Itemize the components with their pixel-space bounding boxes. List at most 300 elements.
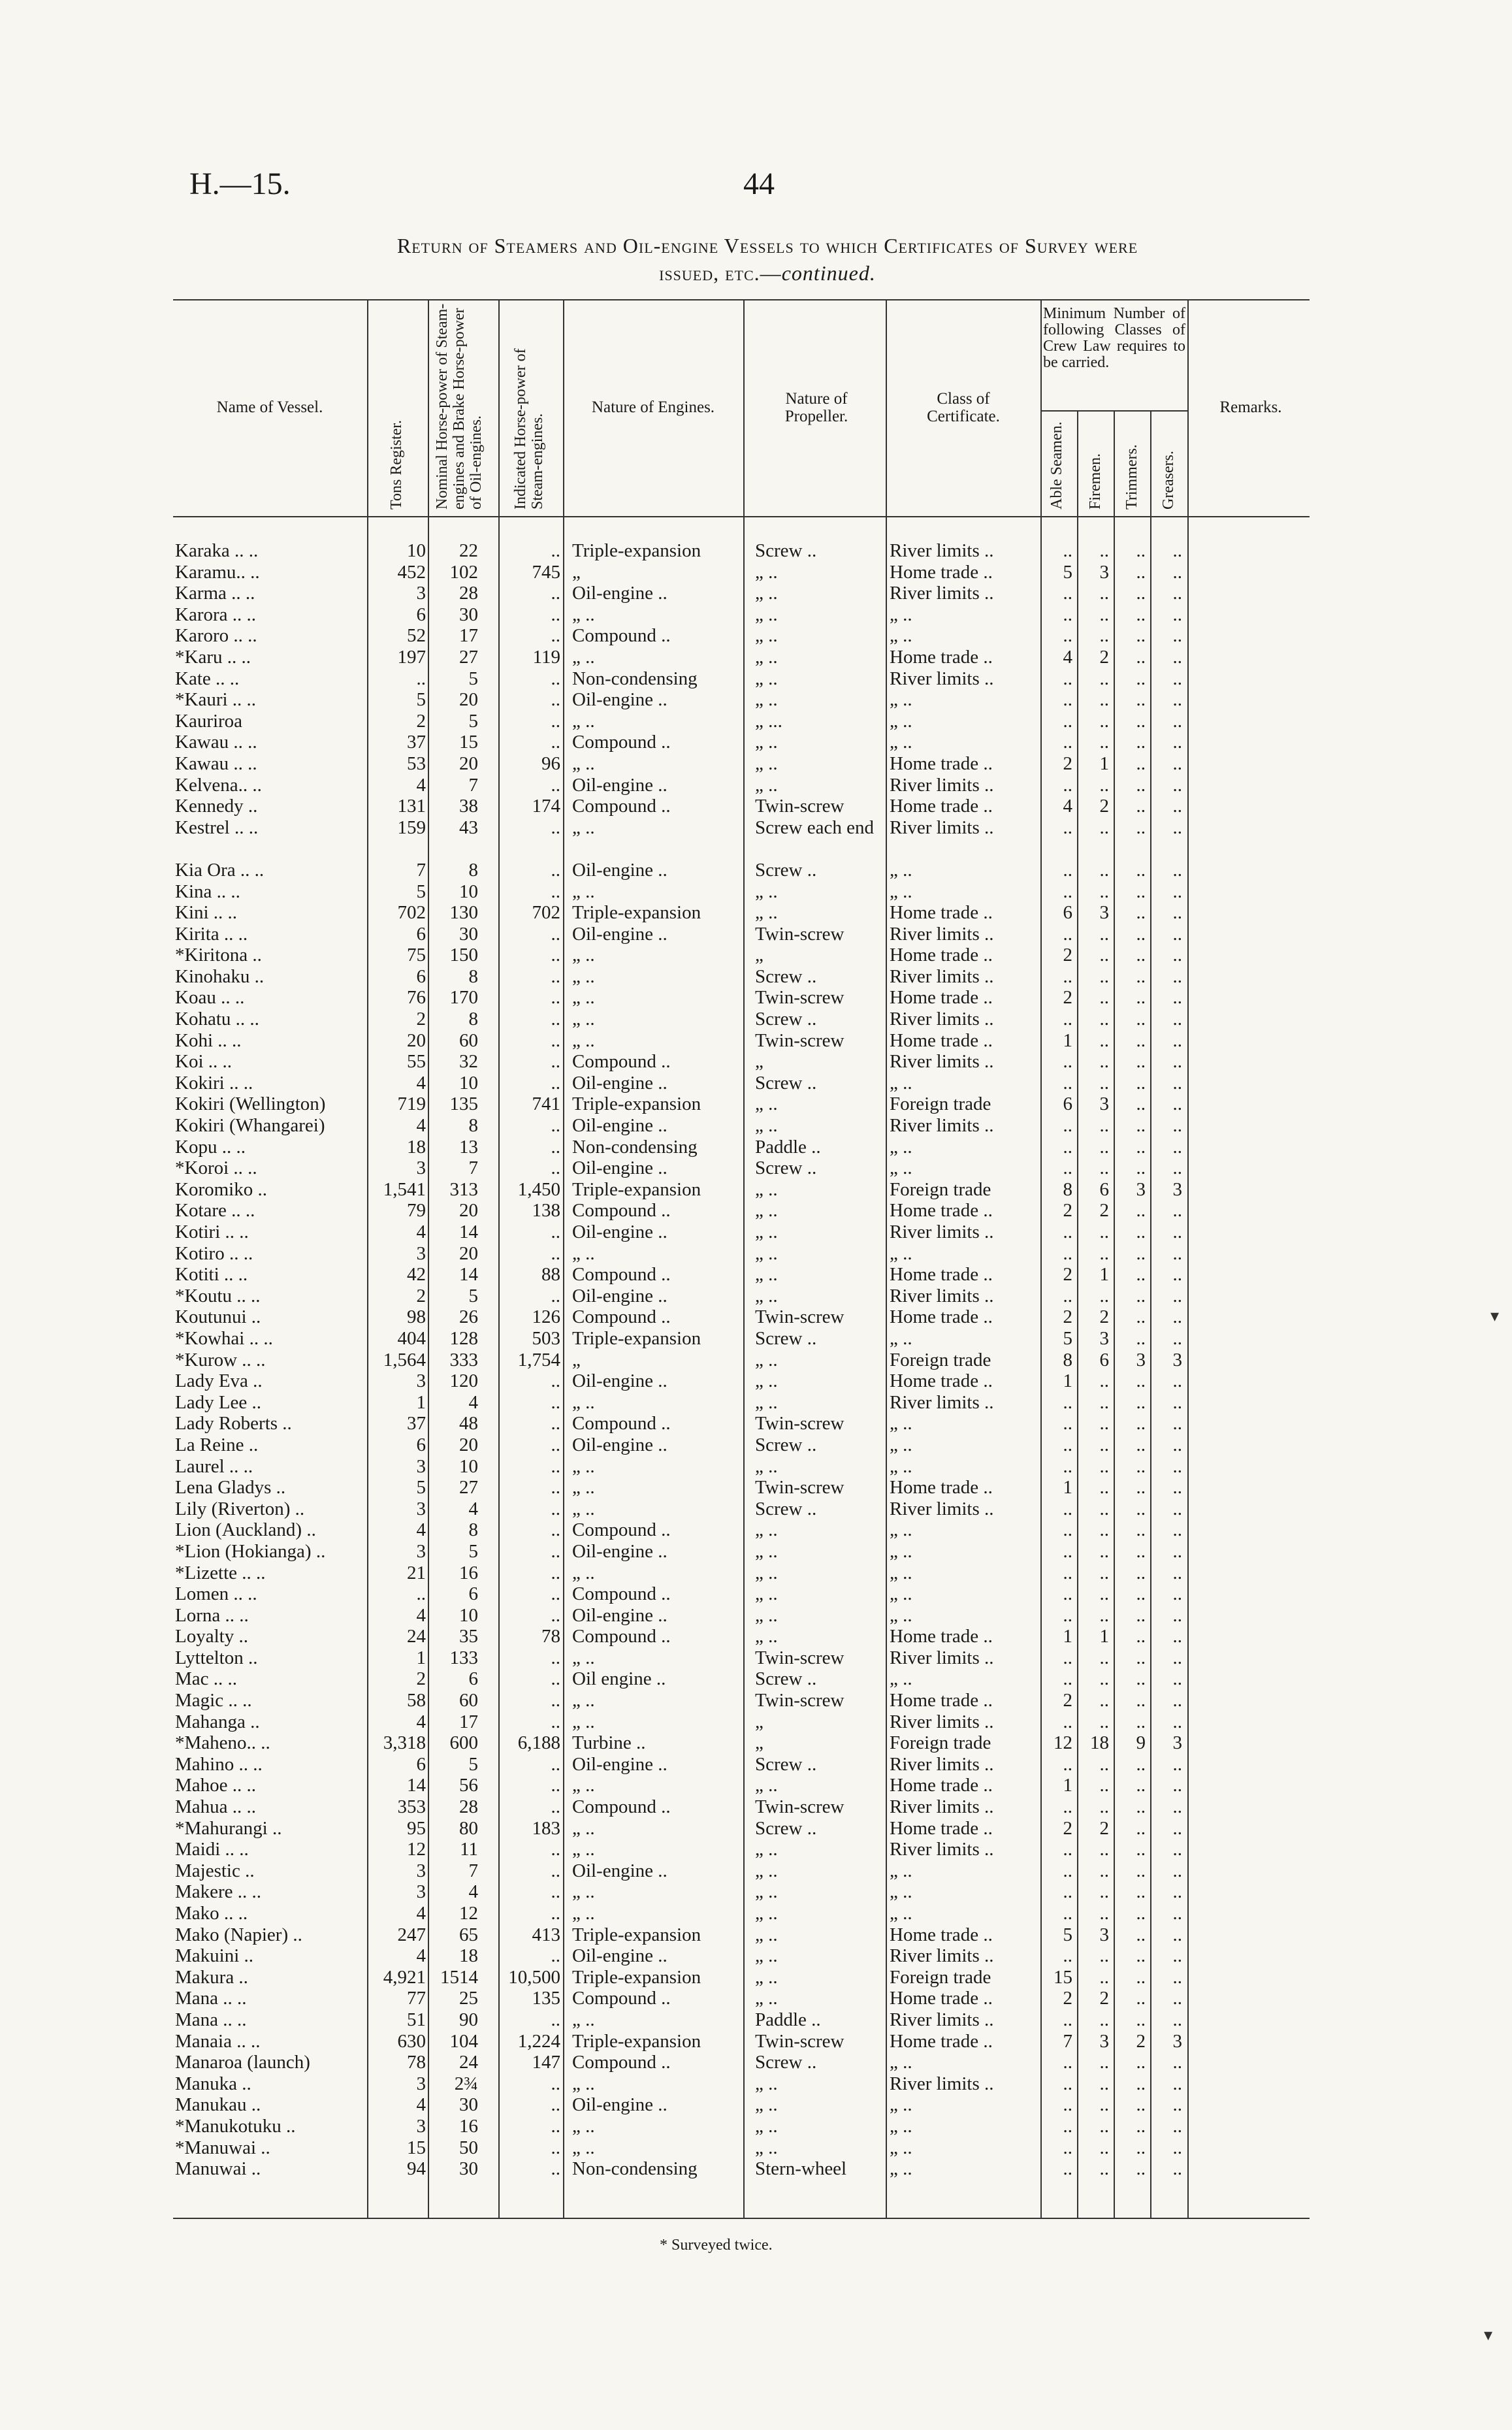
cell-engines: Triple-expansion bbox=[572, 1094, 701, 1115]
table-row bbox=[0, 1179, 1512, 1201]
col-header-nominal-hp: Nominal Horse-power of Steam-engines and Brake Horse-power of Oil-engines. bbox=[434, 303, 485, 510]
cell-trimmers: .. bbox=[1136, 1647, 1146, 1668]
cell-engines: Compound .. bbox=[572, 2052, 671, 2073]
cell-trimmers: .. bbox=[1136, 1924, 1146, 1945]
cell-able-seamen: .. bbox=[1063, 1136, 1072, 1158]
table-row bbox=[0, 1668, 1512, 1690]
cell-propeller: Screw each end bbox=[755, 817, 874, 838]
cell-indicated-hp: 1,224 bbox=[517, 2030, 560, 2052]
table-row bbox=[0, 711, 1512, 732]
cell-propeller: „ .. bbox=[755, 1264, 778, 1286]
col-header-trimmers: Trimmers. bbox=[1123, 444, 1140, 510]
cell-engines: Oil-engine .. bbox=[572, 1285, 668, 1306]
cell-able-seamen: 1 bbox=[1063, 1370, 1072, 1392]
cell-greasers: 3 bbox=[1172, 1732, 1182, 1754]
cell-firemen: .. bbox=[1099, 859, 1109, 881]
cell-trimmers: .. bbox=[1136, 710, 1146, 732]
cell-certificate: „ .. bbox=[890, 1519, 912, 1541]
cell-greasers: .. bbox=[1172, 732, 1182, 753]
cell-tons: 4 bbox=[416, 1711, 426, 1732]
cell-nominal-hp: 16 bbox=[459, 1562, 478, 1583]
cell-name: Kokiri .. .. bbox=[175, 1072, 253, 1094]
cell-indicated-hp: .. bbox=[551, 859, 560, 881]
cell-tons: 6 bbox=[416, 965, 426, 987]
table-row bbox=[0, 1967, 1512, 1988]
cell-tons: 4 bbox=[416, 1222, 426, 1242]
cell-certificate: Home trade .. bbox=[890, 1477, 993, 1498]
cell-nominal-hp: 10 bbox=[459, 1072, 478, 1094]
cell-firemen: .. bbox=[1099, 1413, 1109, 1434]
cell-certificate: Home trade .. bbox=[890, 1264, 993, 1286]
cell-greasers: .. bbox=[1172, 1903, 1182, 1924]
cell-engines: Triple-expansion bbox=[572, 1178, 701, 1200]
cell-firemen: 6 bbox=[1099, 1349, 1109, 1370]
cell-name: *Kowhai .. .. bbox=[175, 1327, 273, 1349]
cell-propeller: „ .. bbox=[755, 2094, 778, 2116]
cell-nominal-hp: 7 bbox=[468, 774, 478, 796]
cell-name: Manuwai .. bbox=[175, 2158, 261, 2180]
cell-firemen: .. bbox=[1099, 1796, 1109, 1818]
cell-tons: 7 bbox=[416, 859, 426, 881]
col-header-engines: Nature of Engines. bbox=[591, 398, 715, 416]
table-row bbox=[0, 1988, 1512, 2009]
cell-propeller: „ .. bbox=[755, 1945, 778, 1967]
cell-nominal-hp: 128 bbox=[449, 1327, 478, 1349]
cell-firemen: .. bbox=[1099, 1668, 1109, 1690]
cell-nominal-hp: 15 bbox=[459, 732, 478, 753]
cell-certificate: River limits .. bbox=[890, 923, 994, 945]
cell-engines: Triple-expansion bbox=[572, 2030, 701, 2052]
cell-name: Kohi .. .. bbox=[175, 1029, 242, 1051]
cell-engines: Compound .. bbox=[572, 625, 671, 647]
cell-engines: Compound .. bbox=[572, 1413, 671, 1434]
cell-propeller: „ .. bbox=[755, 583, 778, 604]
cell-tons: 2 bbox=[416, 1668, 426, 1690]
cell-engines: Triple-expansion bbox=[572, 1924, 701, 1945]
cell-certificate: River limits .. bbox=[890, 2009, 994, 2030]
cell-propeller: Screw .. bbox=[755, 2052, 817, 2073]
col-header-propeller: Nature of Propeller. bbox=[784, 390, 848, 425]
cell-tons: 42 bbox=[407, 1264, 426, 1286]
cell-certificate: Home trade .. bbox=[890, 561, 993, 583]
cell-engines: Compound .. bbox=[572, 1796, 671, 1818]
cell-firemen: .. bbox=[1099, 1945, 1109, 1967]
cell-trimmers: .. bbox=[1136, 2158, 1146, 2180]
cell-tons: 4,921 bbox=[383, 1966, 426, 1988]
cell-engines: Oil-engine .. bbox=[572, 1540, 668, 1562]
cell-certificate: „ .. bbox=[890, 859, 912, 881]
cell-engines: Oil-engine .. bbox=[572, 923, 668, 945]
cell-greasers: .. bbox=[1172, 902, 1182, 924]
cell-engines: Oil-engine .. bbox=[572, 1115, 668, 1137]
cell-nominal-hp: 12 bbox=[459, 1903, 478, 1924]
cell-propeller: „ .. bbox=[755, 1988, 778, 2009]
cell-firemen: 1 bbox=[1099, 753, 1109, 774]
cell-greasers: .. bbox=[1172, 817, 1182, 838]
cell-trimmers: .. bbox=[1136, 753, 1146, 774]
cell-nominal-hp: 30 bbox=[459, 2094, 478, 2116]
cell-tons: 10 bbox=[407, 540, 426, 561]
table-row bbox=[0, 625, 1512, 647]
cell-engines: „ .. bbox=[572, 1775, 595, 1796]
cell-certificate: „ .. bbox=[890, 1583, 912, 1605]
cell-firemen: .. bbox=[1099, 881, 1109, 902]
cell-engines: „ .. bbox=[572, 2137, 595, 2158]
cell-engines: „ .. bbox=[572, 1817, 595, 1839]
cell-able-seamen: .. bbox=[1063, 1455, 1072, 1477]
cell-tons: 3 bbox=[416, 1158, 426, 1179]
cell-name: Karaka .. .. bbox=[175, 540, 259, 561]
cell-name: Lily (Riverton) .. bbox=[175, 1498, 305, 1519]
cell-indicated-hp: 413 bbox=[532, 1924, 560, 1945]
cell-nominal-hp: 7 bbox=[468, 1158, 478, 1179]
cell-propeller: Paddle .. bbox=[755, 1136, 821, 1158]
cell-trimmers: .. bbox=[1136, 859, 1146, 881]
cell-propeller: Stern-wheel bbox=[755, 2158, 847, 2180]
cell-able-seamen: .. bbox=[1063, 1860, 1072, 1881]
col-header-able-seamen: Able Seamen. bbox=[1048, 421, 1065, 510]
cell-able-seamen: .. bbox=[1063, 1519, 1072, 1541]
cell-nominal-hp: 102 bbox=[449, 561, 478, 583]
cell-firemen: .. bbox=[1099, 923, 1109, 945]
cell-name: Kate .. .. bbox=[175, 668, 240, 689]
cell-indicated-hp: .. bbox=[551, 923, 560, 945]
cell-certificate: Home trade .. bbox=[890, 1690, 993, 1711]
margin-mark: ▾ bbox=[1484, 2325, 1493, 2344]
cell-trimmers: .. bbox=[1136, 604, 1146, 625]
cell-greasers: .. bbox=[1172, 1817, 1182, 1839]
cell-trimmers: .. bbox=[1136, 583, 1146, 604]
cell-tons: 76 bbox=[407, 987, 426, 1009]
cell-engines: Oil-engine .. bbox=[572, 859, 668, 881]
cell-firemen: .. bbox=[1099, 1051, 1109, 1073]
cell-certificate: „ .. bbox=[890, 710, 912, 732]
cell-firemen: .. bbox=[1099, 1029, 1109, 1051]
cell-able-seamen: 2 bbox=[1063, 945, 1072, 966]
cell-nominal-hp: 104 bbox=[449, 2030, 478, 2052]
cell-nominal-hp: 5 bbox=[468, 710, 478, 732]
cell-able-seamen: .. bbox=[1063, 2094, 1072, 2116]
cell-certificate: „ .. bbox=[890, 1668, 912, 1690]
cell-name: Mana .. .. bbox=[175, 2009, 247, 2030]
cell-propeller: Twin-screw bbox=[755, 1477, 844, 1498]
cell-tons: 4 bbox=[416, 1604, 426, 1626]
cell-firemen: 2 bbox=[1099, 1200, 1109, 1222]
cell-greasers: .. bbox=[1172, 945, 1182, 966]
cell-trimmers: .. bbox=[1136, 1115, 1146, 1137]
cell-propeller: „ .. bbox=[755, 1860, 778, 1881]
cell-greasers: .. bbox=[1172, 710, 1182, 732]
cell-trimmers: 9 bbox=[1136, 1732, 1146, 1754]
cell-able-seamen: .. bbox=[1063, 583, 1072, 604]
cell-indicated-hp: 174 bbox=[532, 796, 560, 817]
cell-tons: 6 bbox=[416, 1753, 426, 1775]
cell-certificate: „ .. bbox=[890, 2115, 912, 2137]
cell-able-seamen: .. bbox=[1063, 1051, 1072, 1073]
cell-firemen: .. bbox=[1099, 540, 1109, 561]
cell-greasers: .. bbox=[1172, 796, 1182, 817]
cell-certificate: Home trade .. bbox=[890, 753, 993, 774]
cell-propeller: „ .. bbox=[755, 881, 778, 902]
cell-indicated-hp: 126 bbox=[532, 1306, 560, 1328]
cell-tons: 3 bbox=[416, 1881, 426, 1903]
cell-propeller: Screw .. bbox=[755, 1327, 817, 1349]
cell-nominal-hp: 13 bbox=[459, 1136, 478, 1158]
cell-firemen: .. bbox=[1099, 1242, 1109, 1264]
cell-able-seamen: .. bbox=[1063, 1391, 1072, 1413]
cell-trimmers: .. bbox=[1136, 1690, 1146, 1711]
cell-nominal-hp: 10 bbox=[459, 1604, 478, 1626]
cell-indicated-hp: .. bbox=[551, 1860, 560, 1881]
table-row bbox=[0, 881, 1512, 903]
col-header-tons: Tons Register. bbox=[388, 420, 405, 510]
cell-nominal-hp: 20 bbox=[459, 1242, 478, 1264]
cell-able-seamen: .. bbox=[1063, 1945, 1072, 1967]
cell-indicated-hp: .. bbox=[551, 817, 560, 838]
cell-propeller: „ .. bbox=[755, 902, 778, 924]
cell-firemen: .. bbox=[1099, 2115, 1109, 2137]
cell-trimmers: .. bbox=[1136, 923, 1146, 945]
cell-propeller: „ .. bbox=[755, 1222, 778, 1242]
cell-able-seamen: 12 bbox=[1054, 1732, 1072, 1754]
cell-engines: Oil-engine .. bbox=[572, 1753, 668, 1775]
cell-firemen: 1 bbox=[1099, 1626, 1109, 1647]
cell-able-seamen: .. bbox=[1063, 2009, 1072, 2030]
cell-engines: Compound .. bbox=[572, 732, 671, 753]
cell-nominal-hp: 6 bbox=[468, 1668, 478, 1690]
cell-greasers: .. bbox=[1172, 965, 1182, 987]
cell-indicated-hp: .. bbox=[551, 2094, 560, 2116]
cell-certificate: River limits .. bbox=[890, 774, 994, 796]
cell-firemen: .. bbox=[1099, 1753, 1109, 1775]
cell-firemen: 3 bbox=[1099, 1094, 1109, 1115]
cell-name: Makuini .. bbox=[175, 1945, 254, 1967]
cell-able-seamen: 2 bbox=[1063, 1264, 1072, 1286]
table-row bbox=[0, 1222, 1512, 1243]
cell-tons: 197 bbox=[397, 646, 426, 668]
table-row bbox=[0, 1903, 1512, 1924]
cell-engines: Oil-engine .. bbox=[572, 1945, 668, 1967]
cell-trimmers: .. bbox=[1136, 817, 1146, 838]
cell-engines: Oil engine .. bbox=[572, 1668, 666, 1690]
cell-greasers: .. bbox=[1172, 1626, 1182, 1647]
title-continued: continued. bbox=[781, 261, 876, 285]
cell-able-seamen: .. bbox=[1063, 1839, 1072, 1860]
cell-tons: 75 bbox=[407, 945, 426, 966]
cell-engines: Triple-expansion bbox=[572, 902, 701, 924]
cell-able-seamen: 1 bbox=[1063, 1029, 1072, 1051]
cell-propeller: „ .. bbox=[755, 1881, 778, 1903]
cell-tons: 5 bbox=[416, 1477, 426, 1498]
cell-firemen: .. bbox=[1099, 2094, 1109, 2116]
cell-certificate: Home trade .. bbox=[890, 796, 993, 817]
cell-name: Mana .. .. bbox=[175, 1988, 247, 2009]
cell-greasers: .. bbox=[1172, 2094, 1182, 2116]
cell-able-seamen: .. bbox=[1063, 2137, 1072, 2158]
cell-trimmers: .. bbox=[1136, 1668, 1146, 1690]
cell-firemen: .. bbox=[1099, 1391, 1109, 1413]
cell-trimmers: .. bbox=[1136, 1391, 1146, 1413]
cell-able-seamen: .. bbox=[1063, 1903, 1072, 1924]
cell-engines: „ .. bbox=[572, 1839, 595, 1860]
col-header-certificate: Class of Certificate. bbox=[927, 390, 1000, 425]
cell-indicated-hp: 135 bbox=[532, 1988, 560, 2009]
table-row bbox=[0, 604, 1512, 626]
cell-certificate: Home trade .. bbox=[890, 1924, 993, 1945]
cell-tons: 24 bbox=[407, 1626, 426, 1647]
cell-greasers: .. bbox=[1172, 1306, 1182, 1328]
cell-propeller: „ .. bbox=[755, 1775, 778, 1796]
cell-indicated-hp: .. bbox=[551, 2073, 560, 2094]
cell-tons: .. bbox=[416, 668, 426, 689]
cell-name: Mac .. .. bbox=[175, 1668, 238, 1690]
cell-firemen: .. bbox=[1099, 2052, 1109, 2073]
cell-tons: 78 bbox=[407, 2052, 426, 2073]
cell-trimmers: 3 bbox=[1136, 1178, 1146, 1200]
table-row bbox=[0, 1775, 1512, 1796]
cell-trimmers: .. bbox=[1136, 1136, 1146, 1158]
cell-indicated-hp: 78 bbox=[541, 1626, 560, 1647]
table-top-rule bbox=[173, 299, 1310, 300]
cell-propeller: „ bbox=[755, 1711, 764, 1732]
table-title-line-1: Return of Steamers and Oil-engine Vessels to which Certificates of Survey were bbox=[396, 234, 1138, 257]
cell-trimmers: .. bbox=[1136, 796, 1146, 817]
cell-certificate: Home trade .. bbox=[890, 987, 993, 1009]
cell-propeller: Twin-screw bbox=[755, 1690, 844, 1711]
cell-trimmers: .. bbox=[1136, 625, 1146, 647]
cell-certificate: Home trade .. bbox=[890, 1775, 993, 1796]
cell-name: Makura .. bbox=[175, 1966, 248, 1988]
cell-nominal-hp: 5 bbox=[468, 1285, 478, 1306]
cell-certificate: „ .. bbox=[890, 732, 912, 753]
cell-tons: 4 bbox=[416, 1519, 426, 1541]
cell-certificate: „ .. bbox=[890, 1881, 912, 1903]
cell-indicated-hp: .. bbox=[551, 1839, 560, 1860]
cell-trimmers: .. bbox=[1136, 1327, 1146, 1349]
cell-able-seamen: .. bbox=[1063, 1285, 1072, 1306]
cell-tons: 37 bbox=[407, 1413, 426, 1434]
cell-name: Kina .. .. bbox=[175, 881, 240, 902]
cell-indicated-hp: .. bbox=[551, 774, 560, 796]
cell-name: Kinohaku .. bbox=[175, 965, 265, 987]
cell-nominal-hp: 20 bbox=[459, 1434, 478, 1455]
cell-greasers: .. bbox=[1172, 1072, 1182, 1094]
cell-trimmers: 3 bbox=[1136, 1349, 1146, 1370]
cell-able-seamen: 5 bbox=[1063, 1327, 1072, 1349]
cell-tons: 52 bbox=[407, 625, 426, 647]
cell-certificate: Foreign trade bbox=[890, 1178, 991, 1200]
cell-name: *Manukotuku .. bbox=[175, 2115, 296, 2137]
cell-firemen: .. bbox=[1099, 1455, 1109, 1477]
cell-engines: „ .. bbox=[572, 881, 595, 902]
cell-engines: „ .. bbox=[572, 1242, 595, 1264]
cell-propeller: „ .. bbox=[755, 732, 778, 753]
cell-firemen: .. bbox=[1099, 1881, 1109, 1903]
cell-able-seamen: .. bbox=[1063, 1072, 1072, 1094]
table-row bbox=[0, 1094, 1512, 1115]
cell-nominal-hp: 32 bbox=[459, 1051, 478, 1073]
cell-firemen: 2 bbox=[1099, 796, 1109, 817]
table-row bbox=[0, 1690, 1512, 1711]
cell-name: Kestrel .. .. bbox=[175, 817, 259, 838]
cell-greasers: .. bbox=[1172, 625, 1182, 647]
cell-nominal-hp: 20 bbox=[459, 1200, 478, 1222]
cell-propeller: Screw .. bbox=[755, 859, 817, 881]
cell-greasers: .. bbox=[1172, 1370, 1182, 1392]
table-row bbox=[0, 1328, 1512, 1350]
cell-propeller: Screw .. bbox=[755, 1753, 817, 1775]
cell-tons: 1 bbox=[416, 1647, 426, 1668]
cell-name: La Reine .. bbox=[175, 1434, 259, 1455]
table-row bbox=[0, 1605, 1512, 1627]
cell-greasers: .. bbox=[1172, 774, 1182, 796]
cell-able-seamen: 6 bbox=[1063, 1094, 1072, 1115]
cell-indicated-hp: .. bbox=[551, 1498, 560, 1519]
cell-greasers: .. bbox=[1172, 1753, 1182, 1775]
cell-firemen: 2 bbox=[1099, 1817, 1109, 1839]
margin-mark: ▾ bbox=[1490, 1306, 1500, 1325]
cell-indicated-hp: .. bbox=[551, 1222, 560, 1242]
cell-trimmers: .. bbox=[1136, 1626, 1146, 1647]
cell-trimmers: .. bbox=[1136, 668, 1146, 689]
cell-name: Mahino .. .. bbox=[175, 1753, 263, 1775]
table-row bbox=[0, 1541, 1512, 1563]
cell-indicated-hp: .. bbox=[551, 625, 560, 647]
cell-trimmers: .. bbox=[1136, 646, 1146, 668]
cell-greasers: .. bbox=[1172, 1604, 1182, 1626]
table-row bbox=[0, 1563, 1512, 1584]
table-row bbox=[0, 1732, 1512, 1754]
cell-trimmers: .. bbox=[1136, 540, 1146, 561]
cell-indicated-hp: .. bbox=[551, 987, 560, 1009]
cell-trimmers: .. bbox=[1136, 1413, 1146, 1434]
table-row bbox=[0, 987, 1512, 1009]
cell-tons: .. bbox=[416, 1583, 426, 1605]
cell-greasers: .. bbox=[1172, 1945, 1182, 1967]
cell-name: Karma .. .. bbox=[175, 583, 255, 604]
cell-greasers: .. bbox=[1172, 604, 1182, 625]
cell-certificate: River limits .. bbox=[890, 1647, 994, 1668]
cell-engines: Oil-engine .. bbox=[572, 774, 668, 796]
cell-engines: „ .. bbox=[572, 1690, 595, 1711]
cell-firemen: .. bbox=[1099, 1498, 1109, 1519]
cell-trimmers: .. bbox=[1136, 1242, 1146, 1264]
cell-able-seamen: .. bbox=[1063, 2158, 1072, 2180]
table-row bbox=[0, 1392, 1512, 1414]
table-row bbox=[0, 796, 1512, 817]
col-header-crew-group: Minimum Number of following Classes of Crew Law requires to be carried. bbox=[1043, 305, 1185, 371]
cell-engines: Compound .. bbox=[572, 1264, 671, 1286]
cell-engines: Oil-engine .. bbox=[572, 1604, 668, 1626]
cell-firemen: .. bbox=[1099, 732, 1109, 753]
cell-propeller: „ .. bbox=[755, 1519, 778, 1541]
cell-engines: Oil-engine .. bbox=[572, 2094, 668, 2116]
cell-certificate: Home trade .. bbox=[890, 902, 993, 924]
cell-trimmers: .. bbox=[1136, 1285, 1146, 1306]
cell-trimmers: .. bbox=[1136, 1540, 1146, 1562]
cell-engines: Compound .. bbox=[572, 1200, 671, 1222]
cell-certificate: „ .. bbox=[890, 1434, 912, 1455]
cell-propeller: „ .. bbox=[755, 1349, 778, 1370]
cell-indicated-hp: 741 bbox=[532, 1094, 560, 1115]
cell-trimmers: .. bbox=[1136, 2009, 1146, 2030]
cell-propeller: Screw .. bbox=[755, 1434, 817, 1455]
cell-engines: Non-condensing bbox=[572, 2158, 698, 2180]
cell-certificate: Home trade .. bbox=[890, 2030, 993, 2052]
cell-greasers: .. bbox=[1172, 1051, 1182, 1073]
cell-greasers: .. bbox=[1172, 1327, 1182, 1349]
cell-name: *Koroi .. .. bbox=[175, 1158, 257, 1179]
